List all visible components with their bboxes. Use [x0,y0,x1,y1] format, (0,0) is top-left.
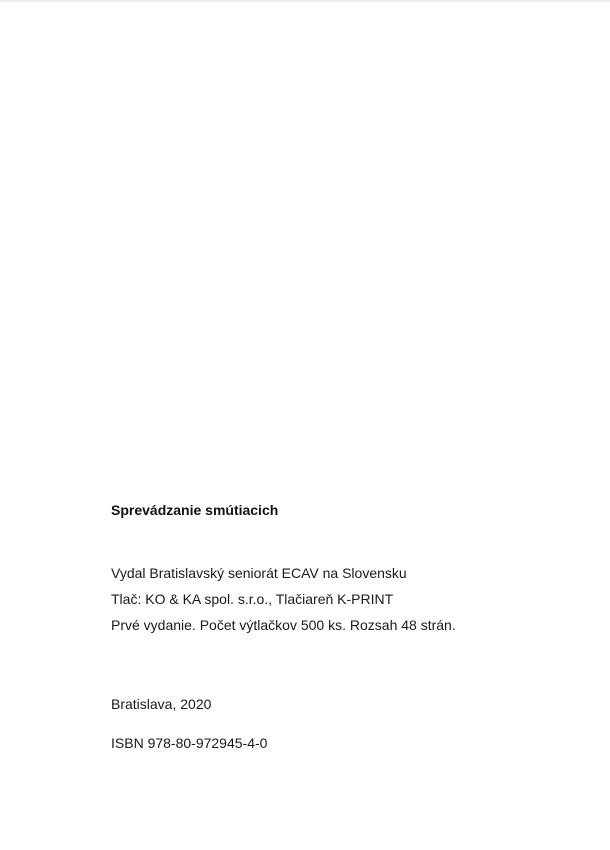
edition-line: Prvé vydanie. Počet výtlačkov 500 ks. Rozsah 48 strán. [111,617,456,633]
page-edge-shadow [0,0,610,3]
place-year: Bratislava, 2020 [111,696,212,712]
printer-line: Tlač: KO & KA spol. s.r.o., Tlačiareň K-PRINT [111,591,394,607]
book-title: Sprevádzanie smútiacich [111,502,279,518]
publisher-info [111,560,571,638]
isbn: ISBN 978-80-972945-4-0 [111,735,268,751]
imprint-block [111,500,571,756]
publisher-line: Vydal Bratislavský seniorát ECAV na Slovensku [111,565,407,581]
